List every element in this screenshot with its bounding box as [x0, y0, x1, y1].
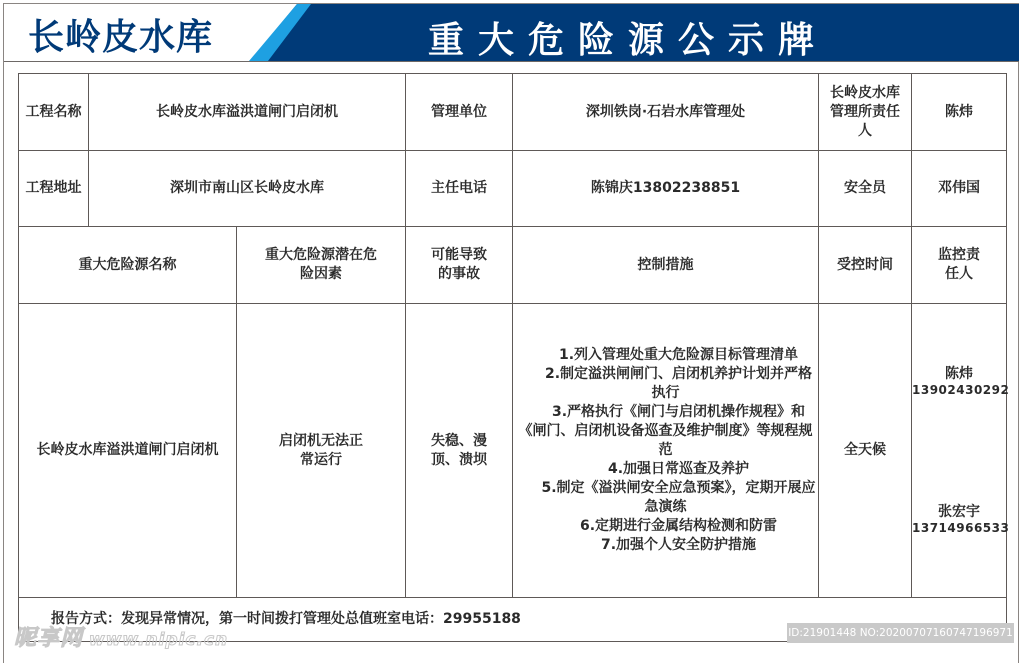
hazard-name: 长岭皮水库溢洪道闸门启闭机	[19, 304, 237, 598]
control-measure-item: 4.加强日常巡查及养护	[607, 461, 750, 477]
control-measure-item: 6.定期进行金属结构检测和防雷	[579, 518, 778, 534]
hazard-possible-accidents: 失稳、漫顶、溃坝	[406, 304, 513, 598]
watermark-logo	[14, 621, 228, 652]
director-phone-label: 主任电话	[406, 151, 513, 227]
control-measure-item: 2.制定溢洪闸闸门、启闭机养护计划并严格执行	[544, 366, 813, 401]
station-responsible-value: 陈炜	[912, 74, 1007, 151]
station-responsible-label: 长岭皮水库管理所责任人	[819, 74, 912, 151]
monitor-person-2	[912, 503, 1010, 536]
hazard-table	[18, 73, 1010, 642]
safety-officer-label: 安全员	[819, 151, 912, 227]
table-row-hazard	[19, 304, 1007, 598]
control-time-value: 全天候	[819, 304, 912, 598]
monitor-person-1	[912, 365, 1010, 398]
board-title: 重大危险源公示牌	[428, 20, 829, 61]
image-id-bar: ID:21901448 NO:20200707160747196971	[787, 623, 1014, 643]
management-unit-label: 管理单位	[406, 74, 513, 151]
project-address-label: 工程地址	[19, 151, 89, 227]
col-header-control-time: 受控时间	[819, 227, 912, 304]
report-method-text: 报告方式：发现异常情况，第一时间拨打管理处总值班室电话：29955188	[19, 598, 1007, 642]
safety-officer-value: 邓伟国	[912, 151, 1007, 227]
control-measures-list	[513, 304, 819, 598]
project-name-value: 长岭皮水库溢洪道闸门启闭机	[89, 74, 406, 151]
watermark-site-name: 昵享网	[14, 626, 84, 651]
col-header-possible-accidents: 可能导致的事故	[406, 227, 513, 304]
monitor-phone: 13902430292	[912, 382, 1010, 397]
col-header-monitor-responsible: 监控责任人	[912, 227, 1007, 304]
control-measure-item: 7.加强个人安全防护措施	[600, 537, 757, 553]
board-header	[4, 4, 1019, 62]
project-name-label: 工程名称	[19, 74, 89, 151]
hazard-potential-factors: 启闭机无法正常运行	[237, 304, 406, 598]
control-measure-item: 3.严格执行《闸门与启闭机操作规程》和《闸门、启闭机设备巡查及维护制度》等规程规范	[518, 404, 813, 458]
table-row-project-address	[19, 151, 1007, 227]
table-row-project-name	[19, 74, 1007, 151]
director-phone-value: 陈锦庆13802238851	[513, 151, 819, 227]
table-header-row	[19, 227, 1007, 304]
project-address-value: 深圳市南山区长岭皮水库	[89, 151, 406, 227]
control-measure-item: 5.制定《溢洪闸安全应急预案》，定期开展应急演练	[541, 480, 816, 515]
watermark-site-url: www.nipic.cn	[89, 630, 229, 650]
management-unit-value: 深圳铁岗·石岩水库管理处	[513, 74, 819, 151]
control-measure-item: 1.列入管理处重大危险源目标管理清单	[558, 347, 799, 363]
col-header-potential-factors: 重大危险源潜在危险因素	[237, 227, 406, 304]
monitor-name: 张宏宇	[938, 503, 980, 520]
monitor-phone: 13714966533	[912, 520, 1010, 535]
col-header-hazard-name: 重大危险源名称	[19, 227, 237, 304]
col-header-control-measures: 控制措施	[513, 227, 819, 304]
reservoir-title: 长岭皮水库	[28, 17, 214, 58]
monitor-name: 陈炜	[945, 365, 973, 382]
monitor-responsible-cell	[912, 304, 1010, 598]
